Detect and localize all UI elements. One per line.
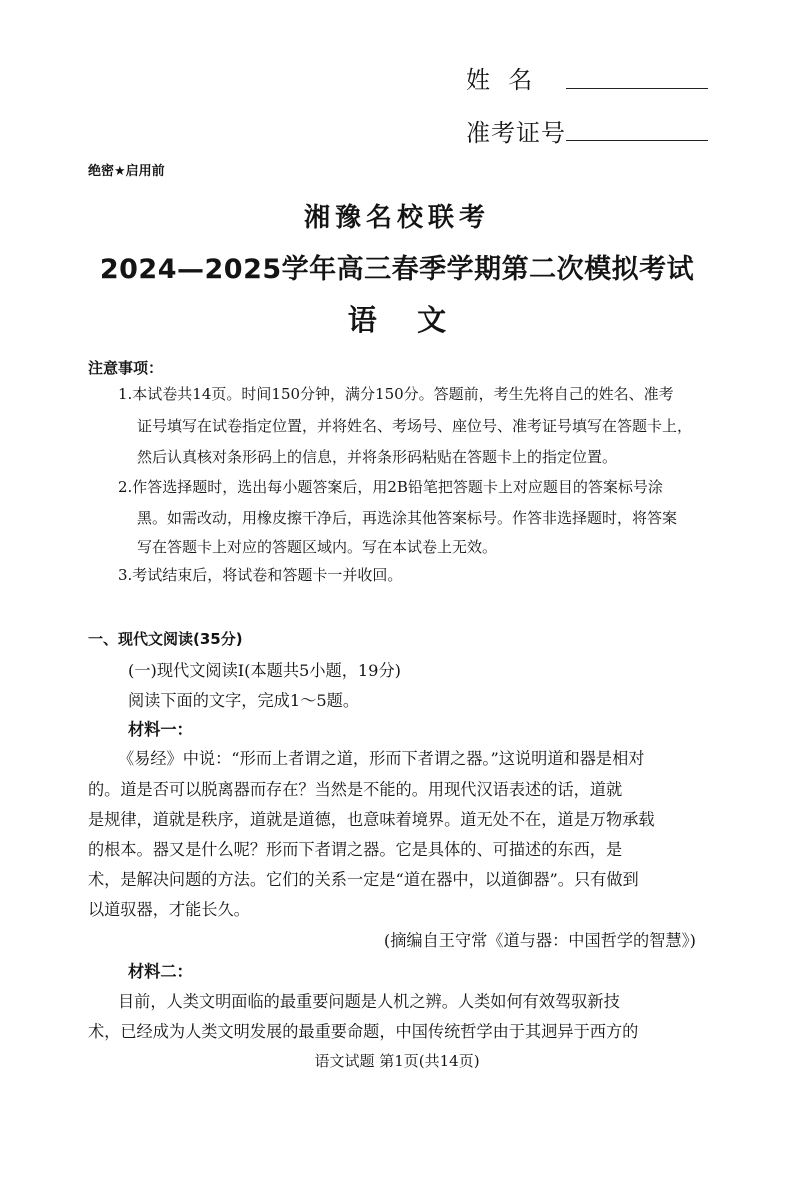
- notes-line: 1.本试卷共14页。时间150分钟，满分150分。答题前，考生先将自己的姓名、准考: [118, 385, 674, 403]
- page-footer: 语文试题 第1页(共14页): [314, 1052, 480, 1070]
- notes-line: 3.考试结束后，将试卷和答题卡一并收回。: [118, 566, 403, 584]
- notes-line: 写在答题卡上对应的答题区域内。写在本试卷上无效。: [137, 538, 498, 556]
- id-label: 准考证号: [466, 119, 566, 147]
- notes-line: 证号填写在试卷指定位置，并将姓名、考场号、座位号、准考证号填写在答题卡上，: [137, 417, 693, 435]
- material1-label: 材料一：: [128, 720, 193, 739]
- material2-line: 目前，人类文明面临的最重要问题是人机之辨。人类如何有效驾驭新技: [118, 992, 620, 1011]
- material2-label: 材料二：: [128, 962, 193, 981]
- section-heading: 一、现代文阅读(35分): [88, 630, 243, 648]
- notes-line: 2.作答选择题时，选出每小题答案后，用2B铅笔把答题卡上对应题目的答案标号涂: [118, 478, 663, 496]
- material1-line: 的根本。器又是什么呢？形而下者谓之器。它是具体的、可描述的东西，是: [88, 840, 623, 859]
- notes-line: 然后认真核对条形码上的信息，并将条形码粘贴在答题卡上的指定位置。: [137, 448, 618, 466]
- secret-label: 绝密★启用前: [88, 164, 165, 179]
- subsection-heading: (一)现代文阅读Ⅰ(本题共5小题，19分): [128, 661, 401, 680]
- material1-line: 的。道是否可以脱离器而存在？当然是不能的。用现代汉语表述的话，道就: [88, 780, 623, 799]
- material1-source: (摘编自王守常《道与器：中国哲学的智慧》): [383, 931, 696, 950]
- exam-title: 湘豫名校联考: [303, 203, 490, 233]
- notes-line: 黑。如需改动，用橡皮擦干净后，再选涂其他答案标号。作答非选择题时，将答案: [137, 509, 678, 527]
- id-field[interactable]: [566, 140, 708, 141]
- name-field[interactable]: [566, 88, 708, 89]
- material1-line: 术，是解决问题的方法。它们的关系一定是“道在器中，以道御器”。只有做到: [88, 870, 639, 889]
- material1-line: 以道驭器，才能长久。: [88, 900, 250, 919]
- material2-line: 术，已经成为人类文明发展的最重要命题，中国传统哲学由于其迥异于西方的: [88, 1022, 639, 1041]
- subject-title: 语 文: [347, 303, 447, 337]
- instruction: 阅读下面的文字，完成1～5题。: [128, 691, 360, 710]
- notes-heading: 注意事项：: [88, 359, 164, 377]
- name-label: 姓 名: [466, 66, 534, 94]
- material1-line: 《易经》中说：“形而上者谓之道，形而下者谓之器。”这说明道和器是相对: [118, 749, 645, 768]
- material1-line: 是规律，道就是秩序，道就是道德，也意味着境界。道无处不在，道是万物承载: [88, 810, 655, 829]
- exam-subtitle: 2024—2025学年高三春季学期第二次模拟考试: [99, 254, 695, 285]
